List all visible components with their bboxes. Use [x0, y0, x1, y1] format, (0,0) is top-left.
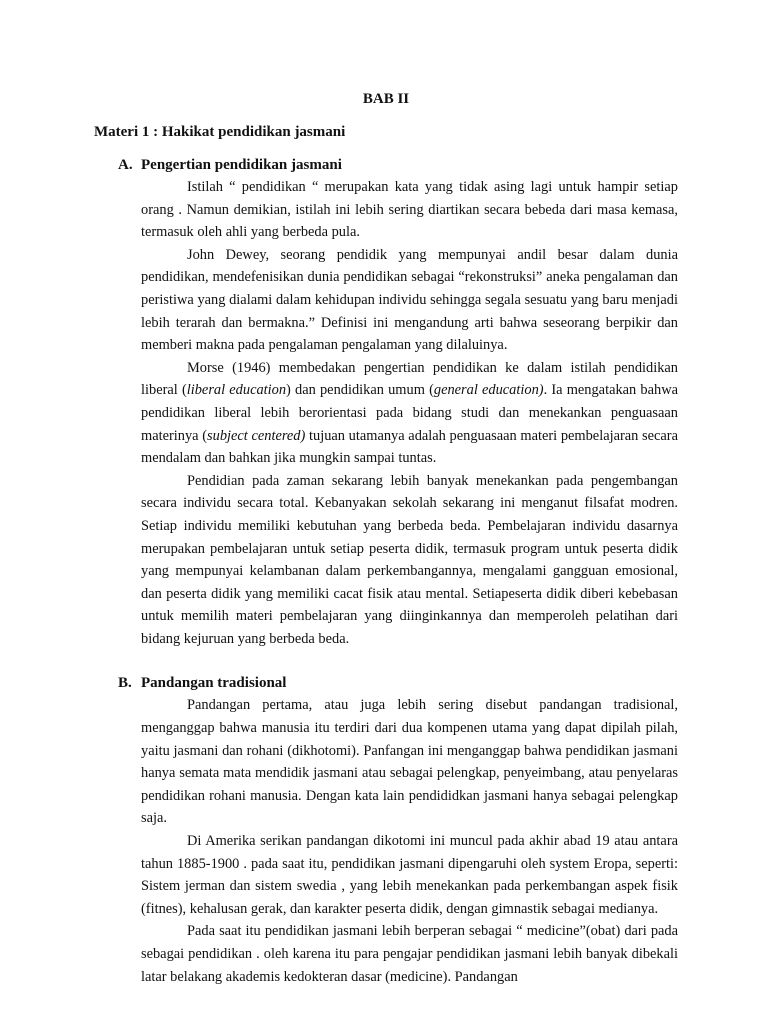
paragraph	[141, 176, 678, 244]
section-letter: A.	[118, 157, 133, 173]
paragraph-text: . Ia mengatakan bahwa pendidikan liberal lebih berorientasi pada bidang studi dan menekankan penguasaan materinya (	[141, 382, 678, 444]
section-spacer	[94, 650, 678, 672]
paragraph-text: Di Amerika serikan pandangan dikotomi ini muncul pada akhir abad 19 atau antara tahun 1885-1900 . pada saat itu, pendidikan jasmani dipengaruhi oleh system Eropa, seperti: Sistem jerman dan sistem swedia , yang lebih menekankan pada perkembangan aspek fisik (fitnes), kehalusan gerak, dan karakter peserta didik, dengan gimnastik sebagai medianya.	[141, 833, 678, 917]
paragraph	[141, 920, 678, 988]
italic-text: subject centered)	[207, 427, 306, 444]
paragraph-text: ) dan pendidikan umum (	[286, 382, 434, 399]
paragraph-text: Pada saat itu pendidikan jasmani lebih berperan sebagai “ medicine”(obat) dari pada sebagai pendidikan . oleh karena itu para pengajar pendidikan jasmani lebih banyak dibekali latar belakang akademis kedokteran dasar (medicine). Pandangan	[141, 923, 678, 985]
italic-text: general education)	[433, 382, 544, 399]
paragraph-text: Morse (1946) membedakan pengertian pendidikan ke dalam istilah pendidikan liberal (	[141, 359, 678, 399]
paragraph-text: Pendidian pada zaman sekarang lebih banyak menekankan pada pengembangan secara individu secara total. Kebanyakan sekolah sekarang ini menganut filsafat modren. Setiap individu memiliki kebutuhan yang berbeda beda. Pembelajaran individu dasarnya merupakan pembelajaran untuk setiap peserta didik, termasuk program untuk peserta didik yang mempunyai kelambanan dalam perkembangannya, mengalami gangguan emosional, dan peserta didik yang memiliki cacat fisik atau mental. Setiapeserta didik diberi kebebasan untuk memilih materi pembelajaran yang diinginkannya dan memperoleh pelatihan dari bidang kejuruan yang berbeda beda.	[141, 472, 678, 647]
section-body	[118, 176, 678, 650]
paragraph-text: Istilah “ pendidikan “ merupakan kata yang tidak asing lagi untuk hampir setiap orang . Namun demikian, istilah ini lebih sering diartikan secara bebeda dari masa kemasa, termasuk oleh ahli yang berbeda pula.	[141, 179, 678, 241]
section-heading	[118, 154, 678, 176]
subject-heading: Materi 1 : Hakikat pendidikan jasmani	[94, 124, 346, 140]
paragraph-text: Pandangan pertama, atau juga lebih sering disebut pandangan tradisional, menganggap bahwa manusia itu terdiri dari dua kompenen utama yang dapat dipilah pilah, yaitu jasmani dan rohani (dikhotomi). Panfangan ini menganggap bahwa pendidikan jasmani hanya semata mata mendidik jasmani atau sebagai pelengkap, penyeimbang, atau penyelaras pendidikan rohani manusia. Dengan kata lain pendididkan jasmani hanya sebagai pelengkap saja.	[141, 697, 678, 827]
paragraph	[141, 244, 678, 357]
section-letter: B.	[118, 675, 132, 692]
italic-text: liberal education	[186, 382, 287, 399]
section-title: Pengertian pendidikan jasmani	[141, 157, 342, 173]
paragraph-text: John Dewey, seorang pendidik yang mempunyai andil besar dalam dunia pendidikan, mendefenisikan dunia pendidikan sebagai “rekonstruksi” aneka pengalaman dan peristiwa yang dialami dalam kehidupan individu sehingga segala sesuatu yang baru menjadi lebih terarah dan bermakna.” Definisi ini mengandung arti bahwa seseorang berpikir dan memberi makna pada pengalaman pengalaman yang dilaluinya.	[141, 246, 678, 354]
paragraph-text: tujuan utamanya adalah penguasaan materi pembelajaran secara mendalam dan bahkan jika mungkin sampai tuntas.	[141, 427, 678, 467]
section-title: Pandangan tradisional	[141, 675, 287, 692]
section-b	[118, 672, 678, 988]
paragraph	[141, 470, 678, 651]
section-heading	[118, 672, 678, 694]
paragraph	[141, 694, 678, 830]
section-body	[118, 694, 678, 988]
paragraph	[141, 357, 678, 470]
section-a	[118, 154, 678, 650]
paragraph	[141, 830, 678, 920]
chapter-heading: BAB II	[362, 91, 410, 107]
